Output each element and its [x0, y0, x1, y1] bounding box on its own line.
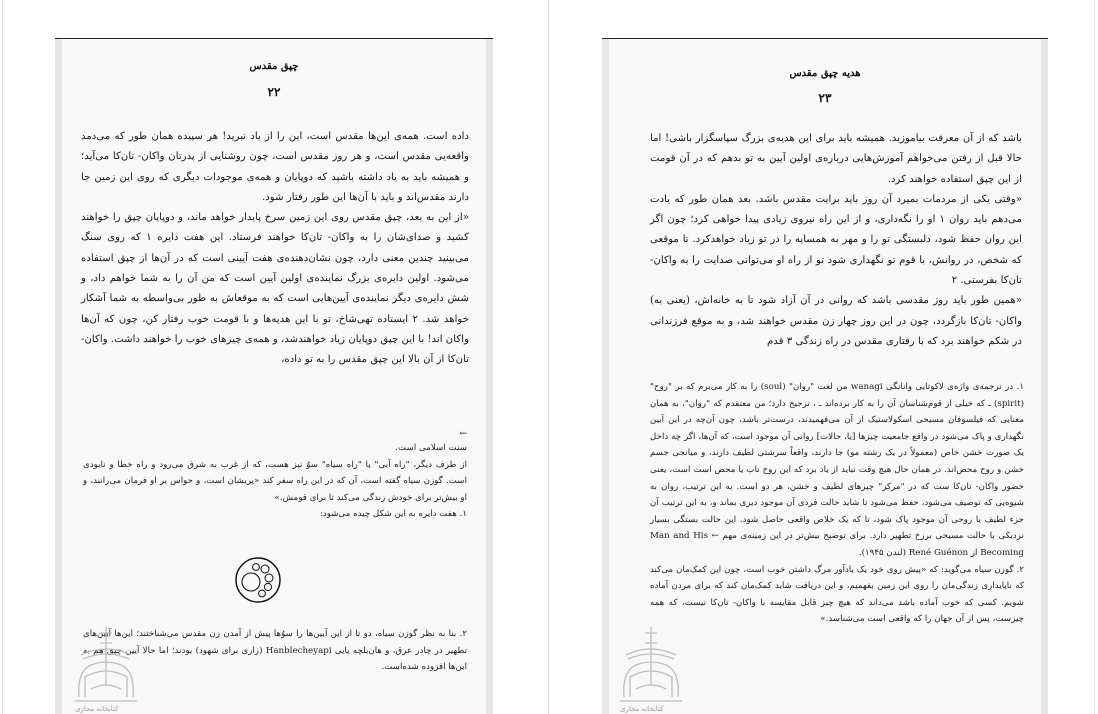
body-text	[81, 127, 469, 371]
page-number: ۲۲	[267, 85, 281, 99]
continuation-arrow: ←	[459, 429, 467, 439]
footnote-line: از طرف دیگر، "راه آبی" یا "راه سیاه" سوُ نیز هست، که از غرب به شرق می‌رود و راه خطا و نابودی است. گوزن سیاه گفته است، آن که در این راه سفر کند «پریشان است، و حواس بر او فرمان می‌رانند، و او بیش‌تر برای خودش زندگی می‌کند تا برای قومش.»	[83, 459, 467, 503]
left-page-scan	[55, 38, 493, 714]
footnotes	[650, 379, 1024, 628]
footnote-line: ۱. در ترجمه‌ی واژه‌ی لاکوتایی وانانگی wanagi من لغت "روان" (soul) را به کار می‌برم که بر "روح" (spirit) ـ که خیلی از قوم‌شناسان آن را به کار برده‌اند ـ ، ترجیح دارد؛ من معتقدم که "روان"، به همان معنایی که فیلسوفان مسیحی اسکولاستیک از آن می‌فهمیدند، درست‌تر باشد، چون آن‌چه در این آیین نگهداری و پاک می‌شود در واقع جامعیت چیزها [یا، حالات] روانی آن موجود است، که آن‌ها، اگر چه داخل یک صورت خشن خاص (معمولاً در یک رشته مو) جا دارند، واقعاً سرشتی لطیف دارند، و میانجی جسم خشن و روح محض‌اند. در همان حال هیچ وقت نباید از یاد برد که این روح ناب یا محض است است، یعنی حضور واکان- تان‌کا ست که در "مرکز" چیزهای لطیف و خشن، هر دو است. به این ترتیب، روان به شیوه‌یی که توصیف می‌شود، حفظ می‌شود تا شاید حالت فردی آن موجود دیری بماند و، به این ترتیب آن جزء لطیف یا روحی آن موجود پاک شود، تا که یک خلاص واقعی حاصل شود. این حالت بستگی بسیار نزدیکی با حالت مسیحی برزخ تطهیر دارد. برای توضیح بیش‌تر در این زمینه‌ی مهم ← Man and His Becoming از René Guénon (لندن ۱۹۴۵).	[650, 382, 1025, 558]
paragraph: «وقتی یکی از مردمات بمیرد آن روز باید برایت مقدس باشد. بعد همان طور که یادت می‌دهم باید روان ۱ او را نگه‌داری، و از این راه نیروی زیادی پیدا خواهی کرد؛ چون اگر این روان حفظ شود، دلبستگی تو را و مهر به همسایه را در تو زیاد خواهد‌کرد. تا موقعی که شخص، در روانش، با قوم تو نگهداری شود تو از راه او می‌توانی صدایت را به واکان- تان‌کا بفرستی. ۲	[650, 193, 1022, 287]
running-header: چپق مقدس	[249, 61, 299, 72]
running-header: هدیه چپق مقدس	[789, 68, 861, 79]
right-page-scan	[602, 38, 1048, 714]
footnote-line: سنت اسلامی است.	[395, 443, 467, 453]
stamp-caption: کتابخانه مجازی	[620, 705, 664, 713]
stamp-caption: کتابخانه مجازی	[75, 705, 119, 713]
library-stamp-icon	[616, 625, 686, 711]
library-stamp-icon	[71, 625, 141, 711]
scan-shadow-right	[486, 39, 493, 714]
scan-shadow-left	[602, 39, 609, 714]
paragraph: داده است. همه‌ی این‌ها مقدس است، این را از یاد نبرید! هر سپیده همان طور که می‌دمد واقعه‌یی مقدس است، و هر روز مقدس است، چون روشنایی از پدرتان واکان- تان‌کا می‌آید؛ و همیشه باید به یاد داشته باشید که دوپایان و همه‌ی موجودات دیگری که روی این زمین جا دارند مقدس‌اند و باید با آن‌ها این طور رفتار شود.	[81, 131, 469, 203]
footnote-line: ۱. هفت دایره به این شکل چیده می‌شود:	[319, 509, 467, 520]
scan-shadow-right	[1041, 39, 1048, 714]
scan-shadow-left	[55, 39, 62, 714]
body-text	[650, 129, 1022, 352]
footnote-line: ۲. گوزن سیاه می‌گوید: که «پیش روی خود یک یادآور مرگ داشتن خوب است، چون این کمک‌مان می‌کند که ناپایداری زندگی‌مان را روی این زمین بفهمیم، و این دریافت شاید کمک‌مان کند که برای مردن آماده شویم. کسی که خوب آماده باشد می‌داند که هیچ چیز قابل مقایسه با واکان- تان‌کا نیست، که همه چیزست، پس از آن جهان را که واقعی است می‌شناسد.»	[650, 564, 1024, 625]
left-page	[0, 0, 546, 714]
right-page	[549, 0, 1095, 714]
paragraph: «همین طور باید روز مقدسی باشد که روانی در آن آزاد شود تا به خانه‌اش، (یعنی به) واکان- تان‌کا بازگردد، چون در این روز چهار زن مقدس خواهند شد، و به موقع فرزندانی در شکم خواهند برد که با رفتاری مقدس در راه زندگی ۳ قدم	[650, 295, 1022, 347]
footnote-line: ۲. بنا به نظر گوزن سیاه، دو تا از این آیین‌ها را سوُها پیش از آمدن زن مقدس می‌شناختند؛ این‌ها آیین‌های تطهیر در چادر عرق، و هان‌بلچه یایی Hanblecheyapi (زاری برای شهود) بودند؛ اما حالا آیین چپق هم به این‌ها افزوده شده‌است.	[83, 629, 467, 673]
footnotes	[83, 428, 467, 523]
paragraph: «از این به بعد، چپق مقدس روی این زمین سرخ پایدار خواهد ماند، و دوپایان چپق را خواهند کشید و صدای‌شان را به واکان- تان‌کا خواهند فرستاد. این هفت دایره ۱ که روی سنگ می‌بینید چندین معنی دارد، چون نشان‌دهنده‌ی هفت آیینی است که در آن‌ها از چپق استفاده می‌شود. اولین دایره‌ی بزرگ نماینده‌ی اولین آیین است که من آن را به شما خواهم داد، و شش دایره‌ی دیگر نماینده‌ی آیین‌هایی است که به موقعاش به طور بی‌واسطه به شما آشکار خواهد شد. ۲ ایستاده تهی‌شاخ، تو با این هدیه‌ها و با قومت خوب رفتار کن، چون که آن‌ها واکان اند! با این چپق دوپایان زیاد خواهند‌شد، و همه‌ی چیزهای خوب را خواهند داشت. واکان- تان‌کا از آن بالا این چپق مقدس را به تو داده،	[81, 212, 469, 366]
paragraph: باشد که از آن معرفت بیاموزید. همیشه باید برای این هدیه‌ی بزرگ سپاسگزار باشی! اما حالا قبل از رفتن می‌خواهم آموزش‌هایی درباره‌ی اولین آیین به تو بدهم که در آن قومت از این چپق استفاده خواهند کرد.	[650, 133, 1022, 185]
seven-circles-diagram	[233, 555, 283, 605]
page-number: ۲۳	[818, 91, 832, 105]
